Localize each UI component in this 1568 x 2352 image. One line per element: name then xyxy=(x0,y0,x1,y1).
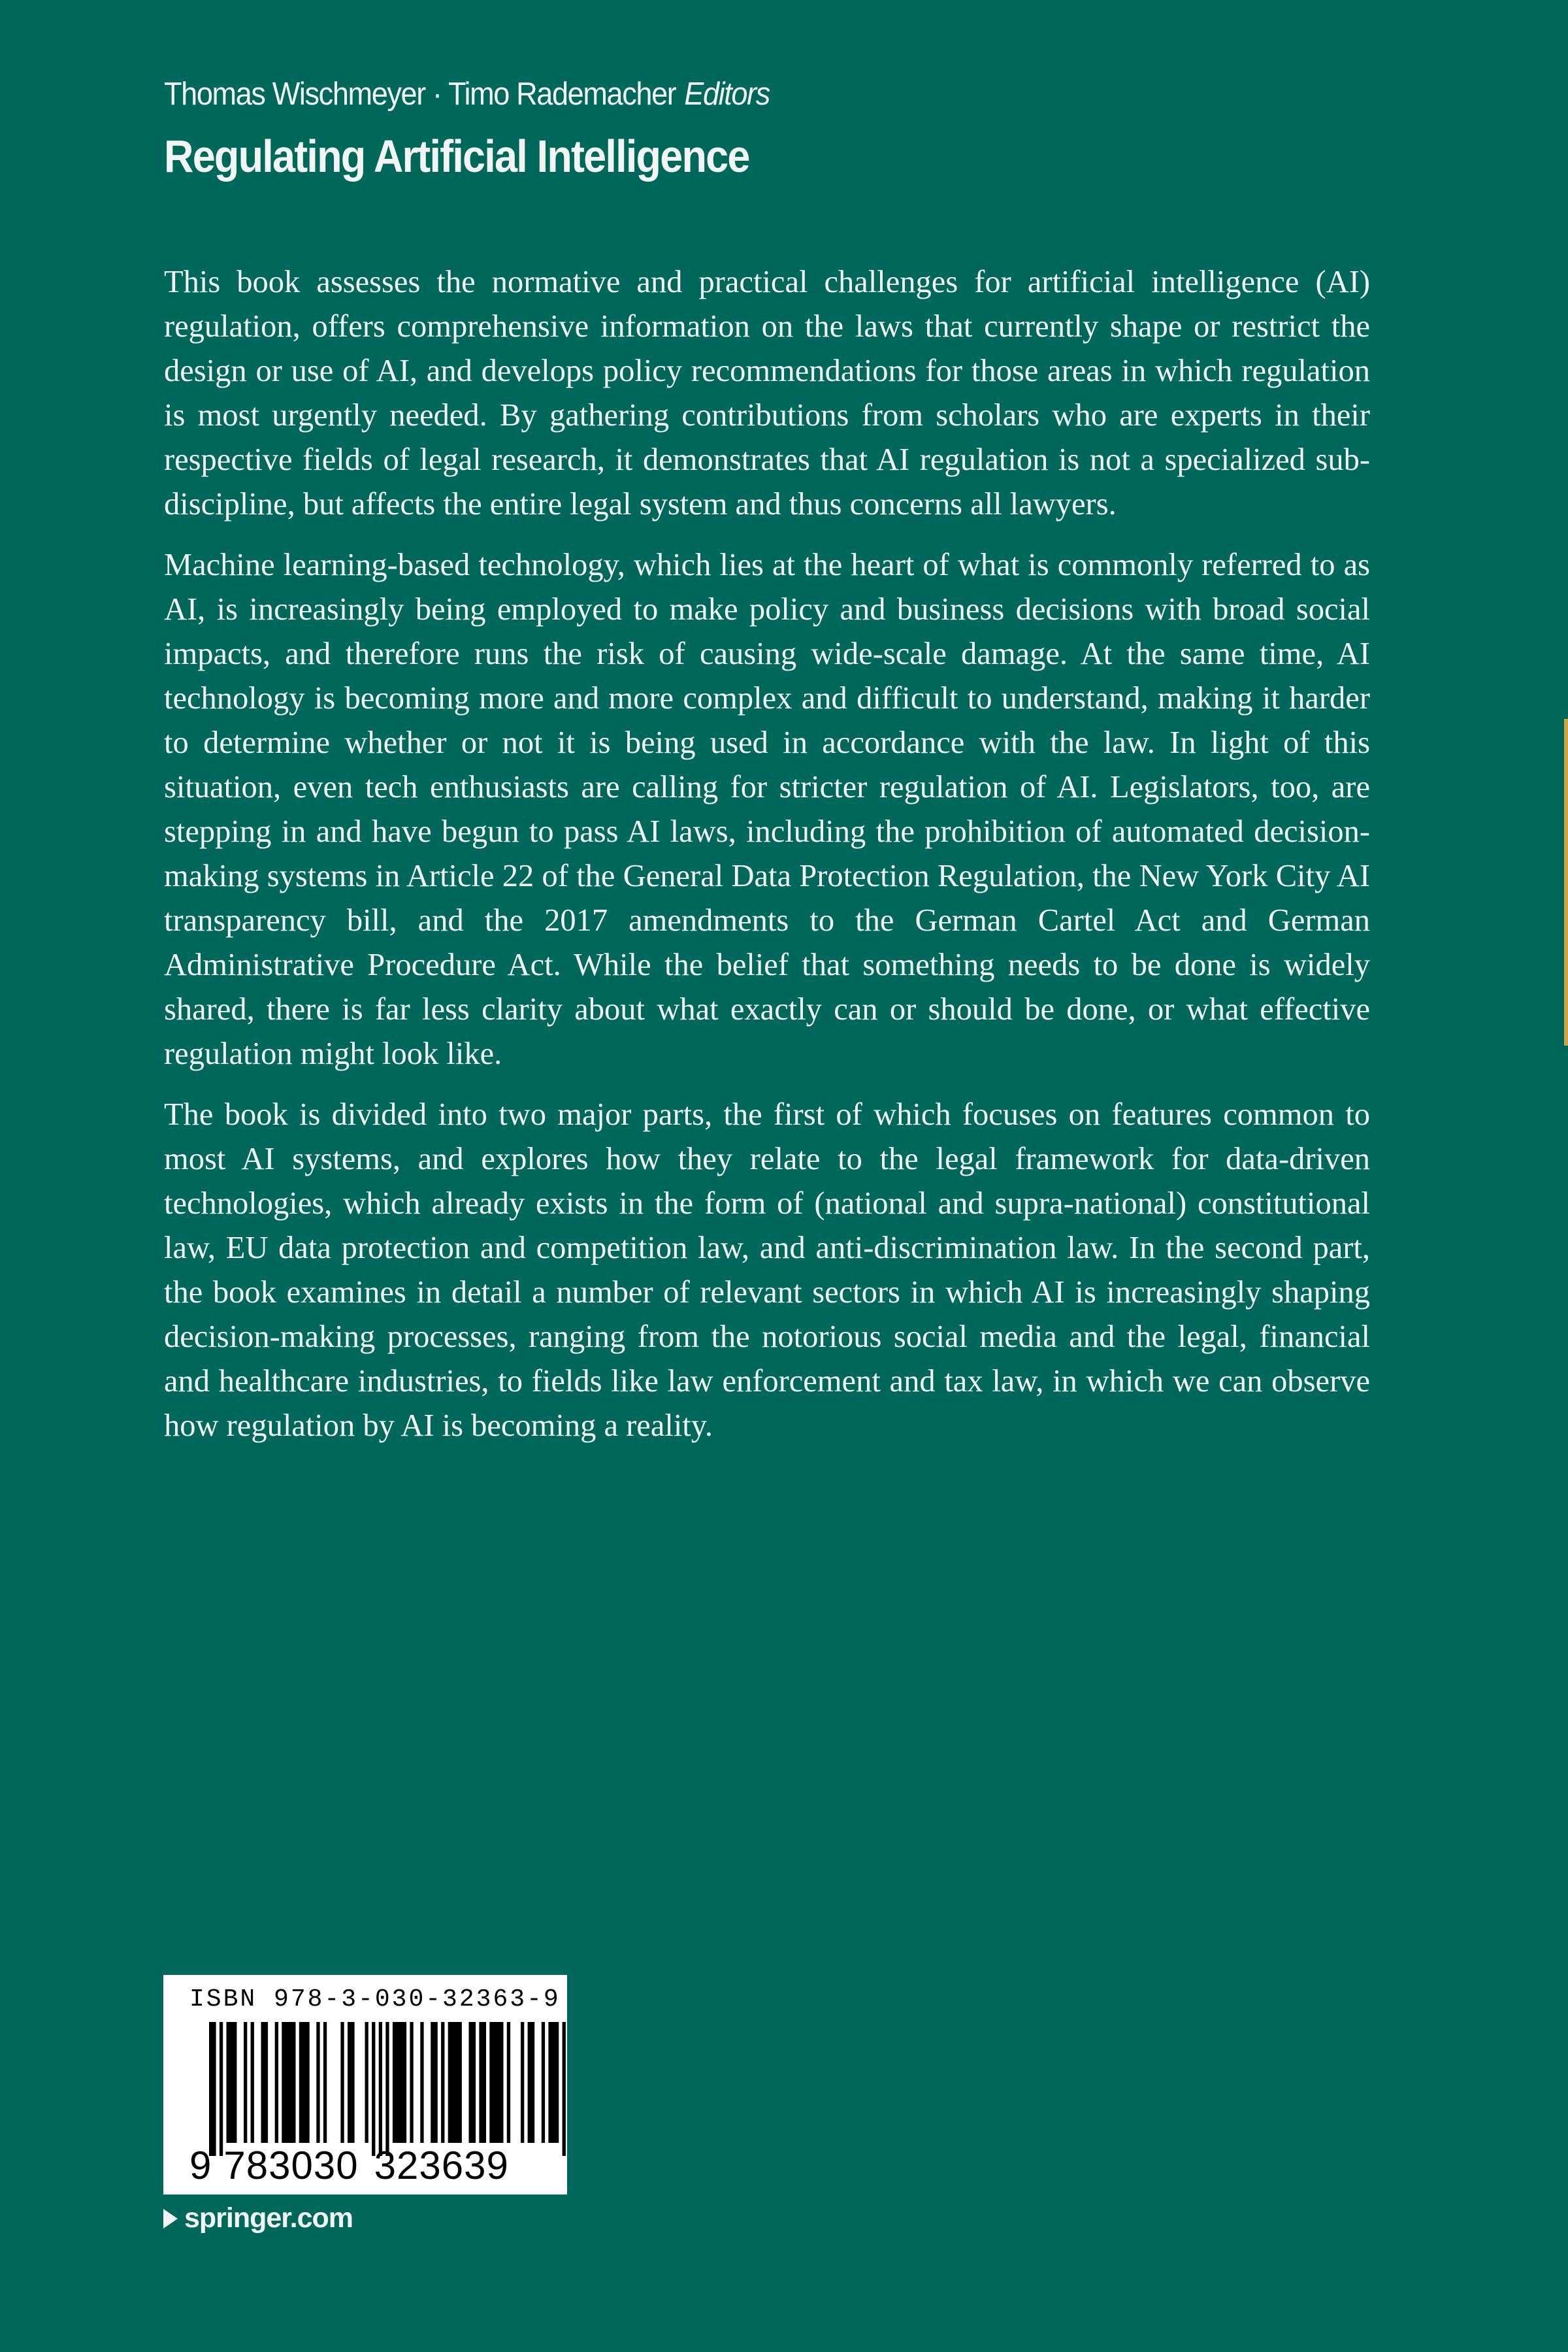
barcode-bar xyxy=(448,2022,462,2143)
publisher-label: springer.com xyxy=(184,2202,353,2234)
barcode-bar xyxy=(507,2022,510,2143)
barcode-bar xyxy=(548,2022,559,2143)
barcode-bar xyxy=(323,2022,327,2143)
barcode-bar xyxy=(410,2022,413,2143)
book-title: Regulating Artificial Intelligence xyxy=(164,131,749,182)
barcode-bar xyxy=(365,2022,368,2143)
barcode-bar xyxy=(420,2022,423,2143)
barcode-bar xyxy=(563,2022,566,2156)
barcode-bar xyxy=(542,2022,545,2143)
barcode-digits-right: 323639 xyxy=(374,2144,509,2187)
barcode-bar xyxy=(275,2022,278,2143)
barcode-bar xyxy=(431,2022,438,2143)
barcode-bar xyxy=(261,2022,269,2143)
barcode-bar xyxy=(209,2022,216,2156)
barcode-bar xyxy=(244,2022,247,2143)
isbn-label: ISBN 978-3-030-32363-9 xyxy=(189,1985,561,2013)
isbn-barcode-box xyxy=(163,1975,567,2195)
barcode-bar xyxy=(469,2022,476,2143)
barcode-bar xyxy=(393,2022,406,2143)
barcode-bar xyxy=(528,2022,535,2143)
barcode-bar xyxy=(220,2022,223,2156)
barcode-bar xyxy=(379,2022,382,2156)
barcode-bar xyxy=(316,2022,319,2143)
barcode-bar xyxy=(282,2022,295,2143)
arrow-right-icon xyxy=(163,2209,178,2228)
blurb-paragraph: This book assesses the normative and practical challenges for artificial intelligence (AI) regulation, offers comprehensive information on the laws that currently shape or restrict the design or use of AI, and develops policy recommendations for those areas in which regulation is most urgently needed. By gathering contributions from scholars who are experts in their respective fields of legal research, it demonstrates that AI regulation is not a specialized sub-discipline, but affects the entire legal system and thus concerns all lawyers. xyxy=(164,265,1370,522)
barcode-bar xyxy=(385,2022,389,2156)
edge-mark xyxy=(1564,719,1568,1046)
barcode-bar xyxy=(521,2022,524,2143)
publisher-link[interactable] xyxy=(163,2202,353,2234)
barcode-bar xyxy=(299,2022,310,2143)
barcode-bar xyxy=(227,2022,237,2143)
barcode-bar xyxy=(489,2022,503,2143)
barcode-bar xyxy=(340,2022,344,2143)
barcode-digit-lead: 9 xyxy=(189,2144,212,2187)
barcode-bar xyxy=(348,2022,355,2143)
editors-line xyxy=(164,75,770,114)
blurb-paragraph: Machine learning-based technology, which lies at the heart of what is commonly referred to as AI, is increasingly being employed to make policy and business decisions with broad social impacts, and therefore runs the risk of causing wide-scale damage. At the same time, AI technology is becoming more and more complex and difficult to understand, making it harder to determine whether or not it is being used in accordance with the law. In light of this situation, even tech enthusiasts are calling for stricter regulation of AI. Legislators, too, are stepping in and have begun to pass AI laws, including the prohibition of automated decision-making systems in Article 22 of the General Data Protection Regulation, the New York City AI transparency bill, and the 2017 amendments to the German Cartel Act and German Administrative Procedure Act. While the belief that something needs to be done is widely shared, there is far less clarity about what exactly can or should be done, or what effective regulation might look like. xyxy=(164,548,1370,1071)
barcode-bar xyxy=(372,2022,375,2156)
editor-names: Thomas Wischmeyer · Timo Rademacher xyxy=(164,76,676,112)
barcode-digits xyxy=(189,2146,509,2185)
barcode-digits-left: 783030 xyxy=(223,2144,359,2187)
editors-role: Editors xyxy=(684,76,770,112)
blurb-paragraph: The book is divided into two major parts, the first of which focuses on features common to most AI systems, and explores how they relate to the legal framework for data-driven technologies, which already exists in the form of (national and supra-national) constitutional law, EU data protection and competition law, and anti-discrimination law. In the second part, the book examines in detail a number of relevant sectors in which AI is increasingly shaping decision-making processes, ranging from the notorious social media and the legal, financial and healthcare industries, to fields like law enforcement and tax law, in which we can observe how regulation by AI is becoming a reality. xyxy=(164,1097,1370,1443)
barcode-bar xyxy=(251,2022,254,2143)
barcode-bar xyxy=(441,2022,444,2143)
blurb xyxy=(164,260,1370,1465)
barcode-bar xyxy=(479,2022,486,2143)
